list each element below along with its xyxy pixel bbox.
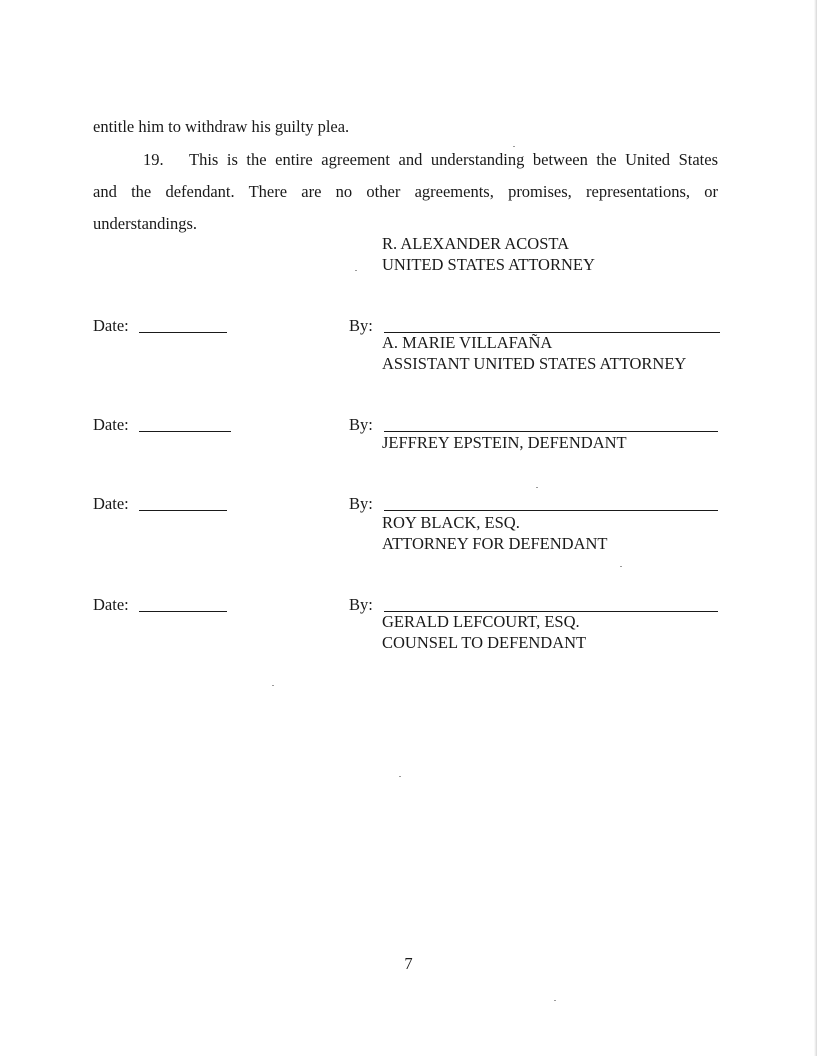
signer-name: ROY BLACK, ESQ. bbox=[382, 513, 520, 532]
body-line-1: entitle him to withdraw his guilty plea. bbox=[93, 117, 350, 136]
signer-name: A. MARIE VILLAFAÑA bbox=[382, 333, 553, 352]
signer-role: ASSISTANT UNITED STATES ATTORNEY bbox=[382, 354, 687, 373]
scan-speck bbox=[513, 146, 515, 147]
date-label: Date: bbox=[93, 316, 129, 335]
page-number: 7 bbox=[404, 954, 413, 973]
signer-name: JEFFREY EPSTEIN, DEFENDANT bbox=[382, 433, 627, 452]
signer-role: ATTORNEY FOR DEFENDANT bbox=[382, 534, 608, 553]
date-label: Date: bbox=[93, 494, 129, 513]
paragraph-19-line-1: This is the entire agreement and understanding between the United States bbox=[189, 150, 718, 169]
date-blank-line bbox=[139, 332, 227, 333]
signer-name: GERALD LEFCOURT, ESQ. bbox=[382, 612, 580, 631]
us-attorney-title: UNITED STATES ATTORNEY bbox=[382, 255, 595, 274]
scan-speck bbox=[554, 1000, 556, 1001]
scan-speck bbox=[272, 685, 274, 686]
signature-blank-line bbox=[384, 431, 718, 432]
date-blank-line bbox=[139, 510, 227, 511]
scan-speck bbox=[399, 776, 401, 777]
date-blank-line bbox=[139, 431, 231, 432]
date-blank-line bbox=[139, 611, 227, 612]
paragraph-19-line-3: understandings. bbox=[93, 214, 198, 233]
paragraph-19-line-2: and the defendant. There are no other agreements, promises, representations, or bbox=[93, 182, 718, 201]
paragraph-19-number: 19. bbox=[143, 150, 164, 169]
by-label: By: bbox=[349, 595, 373, 614]
us-attorney-name: R. ALEXANDER ACOSTA bbox=[382, 234, 570, 253]
by-label: By: bbox=[349, 316, 373, 335]
scan-speck bbox=[355, 270, 357, 271]
by-label: By: bbox=[349, 494, 373, 513]
date-label: Date: bbox=[93, 415, 129, 434]
signature-blank-line bbox=[384, 510, 718, 511]
scan-speck bbox=[620, 566, 622, 567]
by-label: By: bbox=[349, 415, 373, 434]
scan-speck bbox=[536, 487, 538, 488]
date-label: Date: bbox=[93, 595, 129, 614]
signer-role: COUNSEL TO DEFENDANT bbox=[382, 633, 587, 652]
